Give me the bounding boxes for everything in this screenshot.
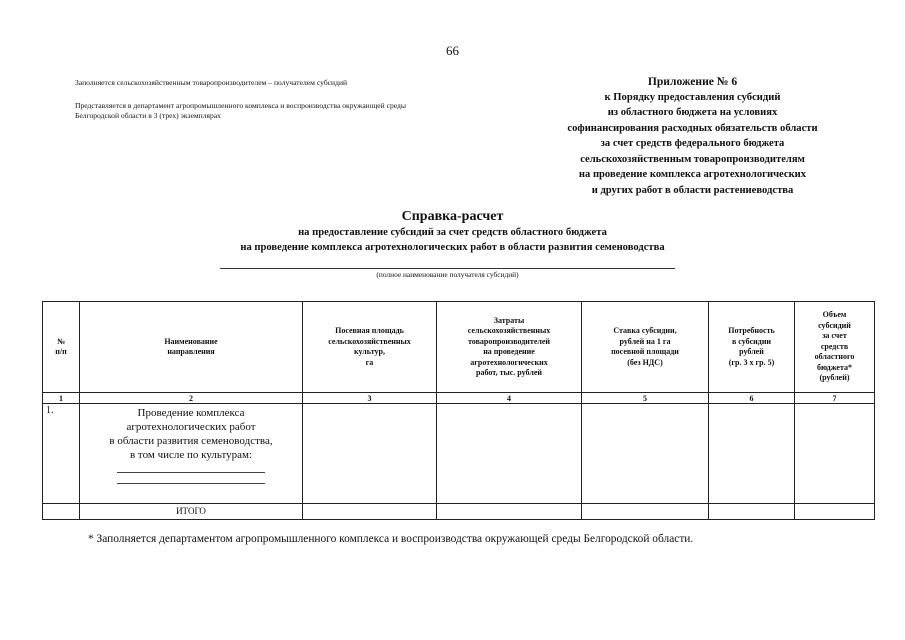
direction-cell[interactable] <box>80 404 303 504</box>
header-cell-regional-budget: Объем субсидий за счет средств областного бюджета* (рублей) <box>795 302 875 393</box>
column-number: 3 <box>303 393 437 404</box>
header-cell-costs: Затраты сельскохозяйственных товаропроизводителей на проведение агротехнологических работ, тыс. рублей <box>437 302 582 393</box>
document-subtitle-line-1: на предоставление субсидий за счет средств областного бюджета <box>298 227 607 238</box>
column-number: 6 <box>709 393 795 404</box>
header-cell-sown-area: Посевная площадь сельскохозяйственных культур, га <box>303 302 437 393</box>
header-cell-direction: Наименование направления <box>80 302 303 393</box>
appendix-line: на проведение комплекса агротехнологических <box>578 169 807 180</box>
appendix-block <box>520 74 865 198</box>
column-number-row <box>43 393 875 404</box>
appendix-line: и других работ в области растениеводства <box>591 184 794 196</box>
subsidy-rate-cell[interactable] <box>582 404 709 504</box>
recipient-name-line <box>220 268 675 269</box>
recipient-caption: (полное наименование получателя субсидий) <box>376 270 519 279</box>
total-costs-cell[interactable] <box>437 504 582 520</box>
column-number: 2 <box>80 393 303 404</box>
subsidy-calculation-table <box>42 301 875 520</box>
crop-blank-line[interactable] <box>117 472 265 473</box>
appendix-line: из областного бюджета на условиях <box>607 107 778 118</box>
total-subsidy-rate-cell[interactable] <box>582 504 709 520</box>
document-subtitle-line-2: на проведение комплекса агротехнологических работ в области развития семеноводства <box>240 242 665 253</box>
crop-blank-line[interactable] <box>117 483 265 484</box>
header-cell-number: № п/п <box>43 302 80 393</box>
table-row <box>43 404 875 504</box>
header-row <box>43 302 875 393</box>
page-number: 66 <box>446 43 459 58</box>
sown-area-cell[interactable] <box>303 404 437 504</box>
total-label: ИТОГО <box>80 504 303 520</box>
total-empty-cell <box>43 504 80 520</box>
header-cell-subsidy-need: Потребность в субсидии рублей (гр. 3 х гр. 5) <box>709 302 795 393</box>
row-number: 1. <box>43 404 80 504</box>
regional-budget-cell[interactable] <box>795 404 875 504</box>
column-number: 1 <box>43 393 80 404</box>
appendix-line: сельскохозяйственным товаропроизводителям <box>580 153 805 165</box>
filled-by-note: Заполняется сельскохозяйственным товаропроизводителем – получателем субсидий <box>75 78 348 87</box>
total-sown-area-cell[interactable] <box>303 504 437 520</box>
column-number: 5 <box>582 393 709 404</box>
appendix-line: софинансирования расходных обязательств области <box>567 122 818 134</box>
header-cell-subsidy-rate: Ставка субсидии, рублей на 1 га посевной площади (без НДС) <box>582 302 709 393</box>
total-row <box>43 504 875 520</box>
appendix-line: к Порядку предоставления субсидий <box>604 91 781 103</box>
costs-cell[interactable] <box>437 404 582 504</box>
total-subsidy-need-cell[interactable] <box>709 504 795 520</box>
subsidy-need-cell[interactable] <box>709 404 795 504</box>
column-number: 4 <box>437 393 582 404</box>
document-title: Справка-расчет <box>401 209 504 224</box>
submitted-note-line-1: Представляется в департамент агропромышленного комплекса и воспроизводства окружающей среды <box>75 101 406 110</box>
appendix-heading: Приложение № 6 <box>647 75 738 88</box>
total-regional-budget-cell[interactable] <box>795 504 875 520</box>
direction-text: Проведение комплекса агротехнологических работ в области развития семеноводства, в том числе по культурам: <box>109 407 273 461</box>
footnote: * Заполняется департаментом агропромышленного комплекса и воспроизводства окружающей среды Белгородской области. <box>88 533 694 545</box>
column-number: 7 <box>795 393 875 404</box>
submitted-note-line-2: Белгородской области в 3 (трех) экземплярах <box>75 111 221 120</box>
appendix-line: за счет средств федерального бюджета <box>600 138 785 149</box>
